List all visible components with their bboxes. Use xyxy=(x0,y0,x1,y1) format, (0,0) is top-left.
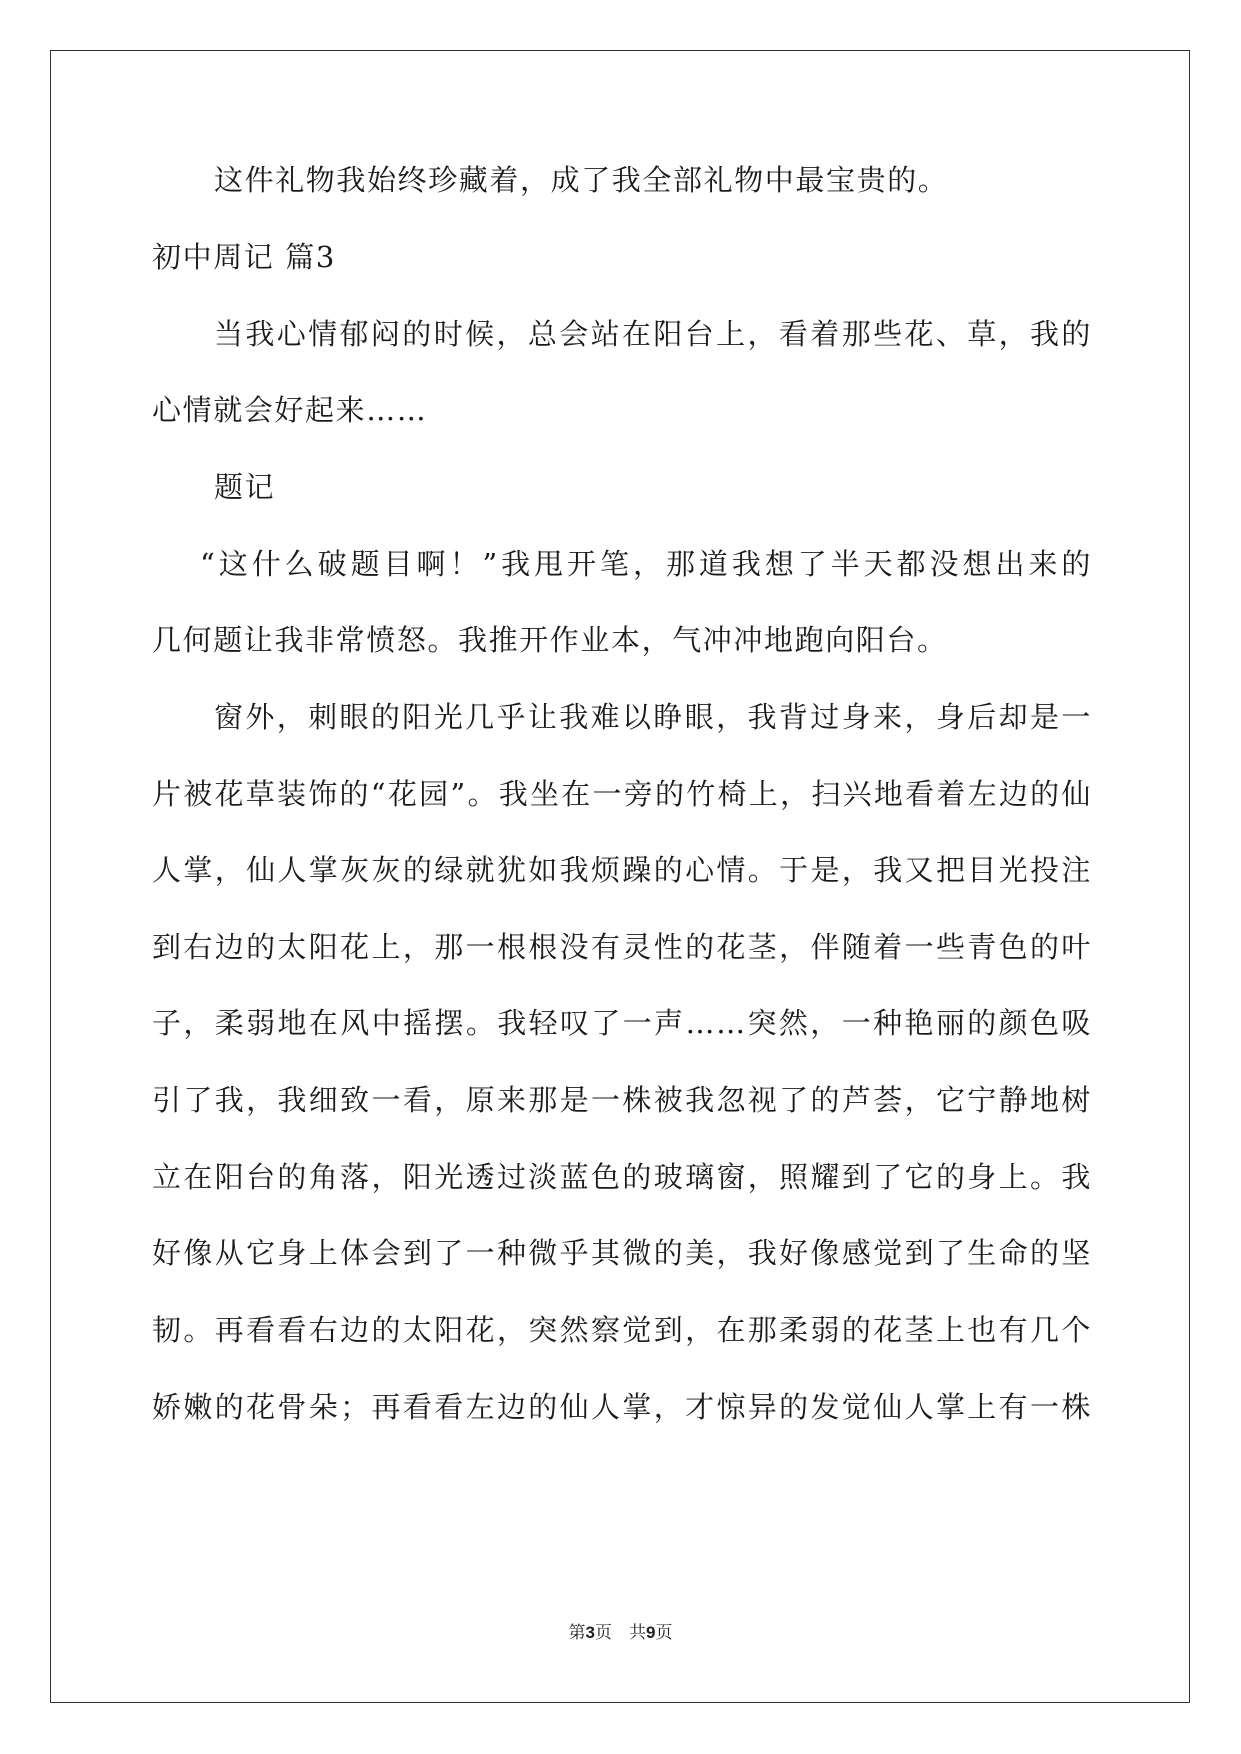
paragraph-line: 当我心情郁闷的时候，总会站在阳台上，看着那些花、草，我的 xyxy=(214,317,1092,351)
paragraph-line: 子，柔弱地在风中摇摆。我轻叹了一声……突然，一种艳丽的颜色吸 xyxy=(152,1006,1092,1040)
epigraph-label: 题记 xyxy=(214,470,276,504)
paragraph-line: “这什么破题目啊！”我甩开笔，那道我想了半天都没想出来的 xyxy=(200,547,1092,581)
page-label-middle: 页 共 xyxy=(595,1623,646,1643)
page-label-prefix: 第 xyxy=(568,1623,586,1643)
total-page-number: 9 xyxy=(646,1623,656,1642)
page-number-footer xyxy=(0,1622,1241,1644)
section-heading: 初中周记 篇3 xyxy=(152,240,336,274)
current-page-number: 3 xyxy=(585,1623,595,1642)
paragraph-line: 好像从它身上体会到了一种微乎其微的美，我好像感觉到了生命的坚 xyxy=(152,1236,1092,1270)
paragraph-line: 心情就会好起来…… xyxy=(152,393,428,427)
paragraph-line: 几何题让我非常愤怒。我推开作业本，气冲冲地跑向阳台。 xyxy=(152,623,948,657)
page-label-suffix: 页 xyxy=(655,1623,673,1643)
paragraph-line: 立在阳台的角落，阳光透过淡蓝色的玻璃窗，照耀到了它的身上。我 xyxy=(152,1160,1092,1194)
paragraph-line: 到右边的太阳花上，那一根根没有灵性的花茎，伴随着一些青色的叶 xyxy=(152,930,1092,964)
paragraph-line: 人掌，仙人掌灰灰的绿就犹如我烦躁的心情。于是，我又把目光投注 xyxy=(152,853,1092,887)
paragraph-line: 引了我，我细致一看，原来那是一株被我忽视了的芦荟，它宁静地树 xyxy=(152,1083,1092,1117)
paragraph-line: 片被花草装饰的“花园”。我坐在一旁的竹椅上，扫兴地看着左边的仙 xyxy=(152,777,1092,811)
paragraph-line: 窗外，刺眼的阳光几乎让我难以睁眼，我背过身来，身后却是一 xyxy=(214,700,1092,734)
paragraph-line: 韧。再看看右边的太阳花，突然察觉到，在那柔弱的花茎上也有几个 xyxy=(152,1313,1092,1347)
paragraph-line: 娇嫩的花骨朵；再看看左边的仙人掌，才惊异的发觉仙人掌上有一株 xyxy=(152,1390,1092,1424)
paragraph-line: 这件礼物我始终珍藏着，成了我全部礼物中最宝贵的。 xyxy=(214,163,949,197)
